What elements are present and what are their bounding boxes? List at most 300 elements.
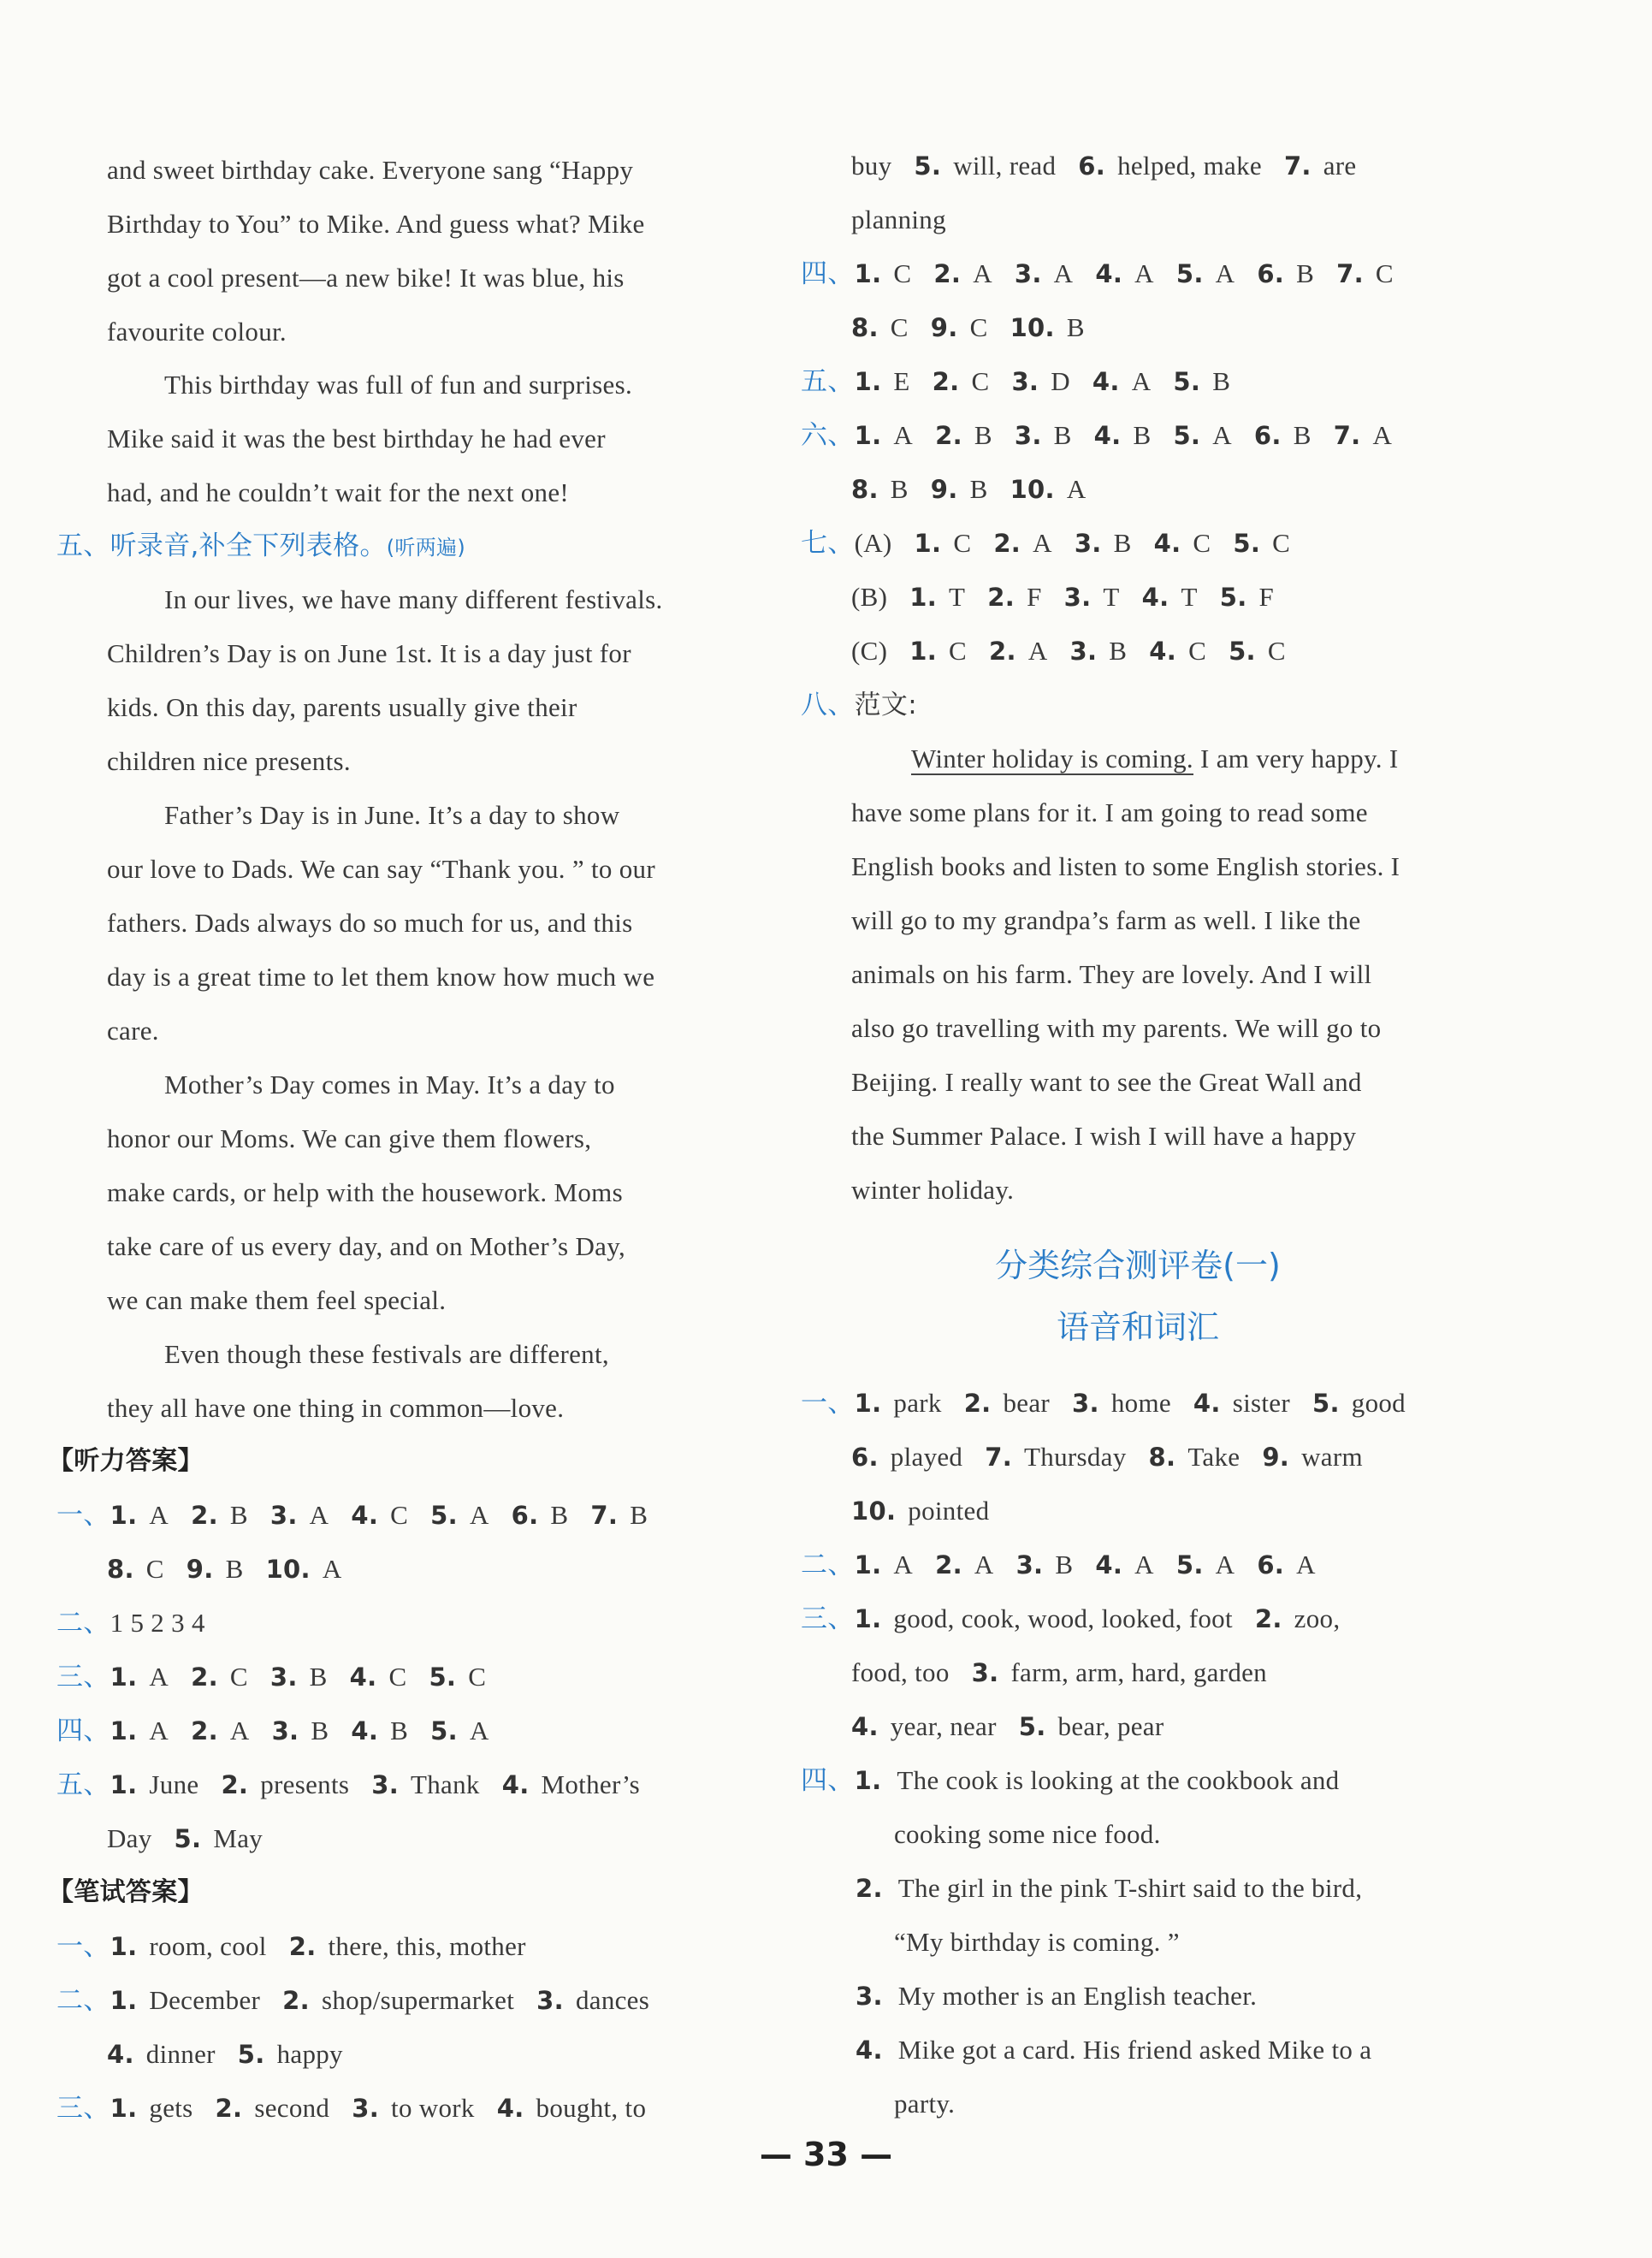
answer-value: B [1293,420,1312,450]
item-number: 9. [1262,1443,1290,1472]
item-number: 3. [1011,367,1039,396]
answer-row: 4. Mike got a card. His friend asked Mike to a [856,2035,1372,2065]
item-number: 5. [914,151,942,181]
answer-value: December [149,1985,261,2015]
story-line: This birthday was full of fun and surprises. [164,370,632,400]
item-number: 1. [854,421,882,450]
item-number: 3. [269,1662,298,1692]
answer-value: happy [276,2039,343,2069]
answer-value: A [973,258,992,288]
answer-value: T [1181,582,1198,612]
item-number: 10. [1010,313,1055,342]
item-number: 6. [511,1501,539,1530]
item-number: 2. [963,1389,992,1418]
item-number: 3. [1014,421,1042,450]
item-number: 3. [1074,529,1102,558]
item-number: 1. [854,367,882,396]
item-number: 2. [933,259,962,288]
item-number: 2. [215,2094,243,2123]
answer-value: C [388,1662,407,1692]
answer-row: planning [851,204,946,234]
answer-value: played [890,1442,963,1472]
answer-value: B [630,1500,648,1530]
answer-value: Take [1187,1442,1240,1472]
answer-row [851,1438,1363,1476]
answer-row: 二、1 5 2 3 4 [56,1608,205,1639]
essay-line: the Summer Palace. I wish I will have a happy [851,1121,1357,1151]
answer-list [851,312,1085,342]
item-number: 5. [430,1501,458,1530]
answer-value: B [225,1554,244,1584]
answer-value: C [1272,528,1291,558]
item-number: 4. [1193,1389,1221,1418]
answer-value: C [890,312,909,342]
answer-value: A [469,1500,489,1530]
answer-row [851,632,1286,670]
passage-line: day is a great time to let them know how much we [107,962,655,992]
answer-row [107,2036,343,2073]
answer-value: B [1066,312,1085,342]
item-number: 4. [1095,1550,1123,1579]
essay-line: Beijing. I really want to see the Great Wall and [851,1067,1362,1097]
item-number: 3. [1069,637,1098,666]
answer-list [855,1388,1406,1418]
answer-value: (C) [851,636,888,666]
item-number: 5. [1173,367,1201,396]
item-number: 6. [1078,151,1106,181]
answer-value: home [1110,1388,1171,1418]
answer-value: gets [149,2093,193,2123]
answer-value: A [1066,474,1087,504]
item-number: 4. [1153,529,1181,558]
answer-row: 五、1. June 2. presents 3. Thank 4. Mother’s [56,1769,641,1800]
answer-value: B [311,1716,329,1745]
model-essay-heading: 八、范文: [801,690,917,720]
answer-row: 二、1. December 2. shop/supermarket 3. dances [56,1985,650,2016]
answer-text: 1 5 2 3 4 [110,1608,205,1638]
item-number: 1. [854,1550,882,1579]
item-number: 1. [110,1662,138,1692]
item-number: 3. [1063,583,1092,612]
passage-line: Mother’s Day comes in May. It’s a day to [164,1070,615,1099]
answer-value: A [469,1716,489,1745]
answer-list [851,636,1286,666]
item-number: 4. [851,1712,879,1741]
item-number: 8. [851,313,879,342]
item-number: 2. [282,1986,310,2015]
section5-note: (听两遍) [386,536,465,560]
answer-row [851,578,1274,616]
sentence-answer: My mother is an English teacher. [897,1981,1258,2011]
item-number: 1. [110,1986,138,2015]
item-number: 1. [110,1770,138,1799]
item-number: 8. [107,1555,134,1584]
answer-value: bear, pear [1057,1711,1164,1741]
answer-value: Thursday [1024,1442,1127,1472]
answer-row: 四、1. A 2. A 3. B 4. B 5. A [56,1716,489,1746]
item-number: 7. [1336,259,1364,288]
answer-row: 一、1. A 2. B 3. A 4. C 5. A 6. B 7. B [56,1500,648,1531]
item-number: 10. [1010,475,1055,504]
item-number: 3. [271,1716,299,1745]
item-number: 4. [351,1501,379,1530]
item-number: 5. [1175,1550,1204,1579]
item-number: 2. [221,1770,249,1799]
item-number: 3. [1014,259,1042,288]
item-number: 9. [930,475,958,504]
answer-list [851,474,1087,504]
essay-line: animals on his farm. They are lovely. And I will [851,959,1372,989]
answer-list [851,1496,989,1526]
answer-value: C [468,1662,487,1692]
item-number: 2. [191,1662,218,1692]
item-number: 4. [1095,259,1123,288]
answer-value: B [969,474,988,504]
answer-value: B [890,474,909,504]
answer-list [851,1657,1267,1687]
passage-line: make cards, or help with the housework. Moms [107,1177,623,1207]
answer-value: A [1215,1550,1235,1579]
answer-value: helped, make [1117,151,1262,181]
answer-value: T [1103,582,1120,612]
item-number: 4. [1141,583,1169,612]
item-number: 6. [1257,259,1285,288]
listening-answers-header: 【听力答案】 [48,1446,204,1476]
item-number: 3. [352,2094,380,2123]
answer-value: year, near [890,1711,997,1741]
answer-row [851,309,1085,347]
answer-value: warm [1301,1442,1363,1472]
answer-value: pointed [908,1496,990,1526]
written-answers-header: 【笔试答案】 [48,1877,204,1907]
item-number: 9. [930,313,958,342]
answer-value: room, cool [149,1931,267,1961]
answer-value: Thank [411,1769,480,1799]
answer-value: B [1296,258,1315,288]
answer-list [110,1716,489,1745]
answer-row: 四、1. C 2. A 3. A 4. A 5. A 6. B 7. C [801,258,1394,289]
item-number: 10. [851,1496,897,1526]
item-number: 8. [1148,1443,1176,1472]
answer-value: T [949,582,966,612]
answer-value: second [254,2093,330,2123]
answer-list [851,582,1274,612]
item-number: 3. [971,1658,999,1687]
answer-value: farm, arm, hard, garden [1010,1657,1267,1687]
answer-value: C [145,1554,164,1584]
answer-value: zoo, [1294,1603,1341,1633]
answer-value: A [149,1662,169,1692]
answer-list [110,1662,487,1692]
item-number: 4. [501,1770,530,1799]
item-number: 1. [110,1932,138,1961]
answer-value: A [1033,528,1052,558]
item-number: 4. [107,2040,134,2069]
answer-value: F [1027,582,1042,612]
item-number: 5. [1229,637,1256,666]
answer-value: C [949,636,968,666]
item-number: 8. [851,475,879,504]
answer-list [107,1554,342,1584]
answer-value: D [1051,366,1070,396]
answer-value: there, this, mother [328,1931,526,1961]
answer-value: A [1027,636,1048,666]
story-line: Birthday to You” to Mike. And guess what? Mike [107,209,645,239]
answer-list [110,2093,647,2123]
item-number: 1. [110,1716,138,1745]
essay-line: will go to my grandpa’s farm as well. I like the [851,905,1361,935]
answer-value: A [1134,1550,1154,1579]
answer-value: A [1212,420,1232,450]
answer-row [851,1708,1164,1745]
item-number: 5. [1018,1712,1046,1741]
answer-list [855,528,1291,558]
item-number: 1. [110,1501,138,1530]
item-number: 1. [909,637,938,666]
sentence-answer: party. [894,2089,956,2119]
item-number: 2. [932,367,960,396]
test-title: 分类综合测评卷(一) [995,1247,1281,1284]
sentence-answer: Mike got a card. His friend asked Mike to a [897,2035,1372,2065]
answer-value: F [1258,582,1275,612]
answer-value: bought, to [536,2093,647,2123]
item-number: 7. [590,1501,619,1530]
item-number: 3. [269,1501,298,1530]
answer-value: E [893,366,910,396]
answer-value: dances [575,1985,650,2015]
answer-value: June [149,1769,199,1799]
answer-value: good, cook, wood, looked, foot [893,1603,1233,1633]
item-number: 1. [854,1389,882,1418]
item-number: 5. [430,1716,458,1745]
answer-value: food, too [851,1657,950,1687]
item-number: 5. [1312,1389,1340,1418]
answer-value: A [322,1554,342,1584]
item-number: 2. [935,421,962,450]
answer-value: B [1109,636,1128,666]
answer-value: dinner [145,2039,216,2069]
item-number: 3. [1015,1550,1044,1579]
item-number: 6. [1257,1550,1285,1579]
item-number: 5. [1219,583,1247,612]
story-line: got a cool present—a new bike! It was blue, his [107,263,625,293]
answer-row: 三、1. good, cook, wood, looked, foot 2. zoo, [801,1603,1341,1634]
answer-value: A [893,1550,914,1579]
answer-value: buy [851,151,892,181]
item-number: 1. [909,583,938,612]
passage-line: we can make them feel special. [107,1285,447,1315]
essay-line: Winter holiday is coming. I am very happy. I [911,744,1399,773]
answer-value: B [1113,528,1132,558]
answer-list [855,1603,1341,1633]
page-number: — 33 — [759,2136,893,2173]
answer-list [107,2039,343,2069]
answer-row [107,1550,342,1588]
item-number: 3. [371,1770,400,1799]
answer-value: C [1267,636,1286,666]
answer-value: B [1212,366,1231,396]
answer-list [851,1711,1164,1741]
item-number: 4. [349,1662,377,1692]
item-number: 5. [1233,529,1261,558]
story-line: had, and he couldn’t wait for the next one! [107,477,570,507]
passage-line: children nice presents. [107,746,351,776]
answer-row: 六、1. A 2. B 3. B 4. B 5. A 6. B 7. A [801,420,1393,451]
passage-line: fathers. Dads always do so much for us, and this [107,908,633,938]
sentence-answer: The cook is looking at the cookbook and [897,1765,1340,1795]
answer-value: A [974,1550,994,1579]
item-number: 7. [1283,151,1312,181]
item-number: 2. [935,1550,962,1579]
answer-list [851,1442,1363,1472]
answer-value: A [309,1500,329,1530]
answer-row: 一、1. room, cool 2. there, this, mother [56,1931,526,1962]
item-number: 7. [985,1443,1013,1472]
answer-row [851,471,1087,508]
answer-row [107,1820,263,1858]
answer-list [855,366,1231,396]
item-number: 3. [1072,1389,1099,1418]
passage-line: Children’s Day is on June 1st. It is a day just for [107,638,631,668]
answer-value: A [1296,1550,1316,1579]
answer-row: 2. The girl in the pink T-shirt said to the bird, [856,1873,1363,1903]
answer-value: A [1131,366,1152,396]
item-number: 5. [429,1662,457,1692]
answer-value: B [229,1500,248,1530]
answer-value: A [149,1500,169,1530]
answer-value: sister [1232,1388,1290,1418]
item-number: 4. [1093,421,1122,450]
answer-list [851,151,1357,181]
essay-line: winter holiday. [851,1175,1015,1205]
answer-value: will, read [953,151,1057,181]
item-number: 3. [536,1986,564,2015]
answer-list [855,420,1393,450]
answer-list [110,1931,526,1961]
answer-value: A [149,1716,169,1745]
answer-list [110,1500,648,1530]
answer-value: B [974,420,992,450]
answer-row: 五、1. E 2. C 3. D 4. A 5. B [801,366,1231,397]
essay-line: have some plans for it. I am going to read some [851,797,1368,827]
essay-underlined-sentence: Winter holiday is coming. [911,744,1193,773]
item-number: 2. [989,637,1016,666]
answer-value: Day [107,1823,152,1853]
answer-value: B [309,1662,328,1692]
item-number: 1. [110,2094,138,2123]
answer-list [855,258,1394,288]
item-number: 1. [914,529,942,558]
item-number: 5. [174,1824,202,1853]
answer-row: 二、1. A 2. A 3. B 4. A 5. A 6. A [801,1550,1316,1580]
item-number: 9. [186,1555,214,1584]
answer-value: C [1375,258,1394,288]
sentence-answer: The girl in the pink T-shirt said to the bird, [897,1873,1363,1903]
answer-value: A [1134,258,1154,288]
answer-value: B [550,1500,569,1530]
item-number: 7. [1333,421,1361,450]
item-number: 1. [854,259,882,288]
answer-value: B [1133,420,1152,450]
answer-value: B [390,1716,409,1745]
answer-value: A [229,1716,250,1745]
answer-value: park [893,1388,942,1418]
passage-line: they all have one thing in common—love. [107,1393,565,1423]
item-number: 2. [987,583,1015,612]
answer-value: A [893,420,914,450]
answer-value: A [1372,420,1393,450]
answer-value: C [893,258,912,288]
answer-value: are [1323,151,1357,181]
item-number: 4. [496,2094,524,2123]
answer-value: (B) [851,582,888,612]
passage-line: Even though these festivals are different, [164,1339,609,1369]
answer-list [110,1769,640,1799]
story-line: and sweet birthday cake. Everyone sang “Happy [107,155,634,185]
item-number: 1. [854,1604,882,1633]
section5-title: 五、听录音,补全下列表格。 [56,530,387,561]
answer-value: C [229,1662,248,1692]
item-number: 2. [1254,1604,1282,1633]
item-number: 2. [191,1501,218,1530]
answer-row [851,147,1357,185]
answer-row: 七、(A) 1. C 2. A 3. B 4. C 5. C [801,528,1291,559]
item-number: 4. [1092,367,1120,396]
passage-line: our love to Dads. We can say “Thank you. ” to our [107,854,655,884]
answer-value: A [1053,258,1074,288]
passage-line: Father’s Day is in June. It’s a day to show [164,800,620,830]
story-line: Mike said it was the best birthday he had ever [107,424,606,453]
answer-value: B [1053,420,1072,450]
answer-value: C [971,366,990,396]
item-number: 2. [288,1932,317,1961]
answer-value: C [1188,636,1207,666]
answer-value: good [1351,1388,1406,1418]
answer-value: C [1193,528,1211,558]
answer-row [851,1654,1267,1692]
story-line: favourite colour. [107,317,287,347]
passage-line: honor our Moms. We can give them flowers, [107,1123,592,1153]
item-number: 4. [351,1716,379,1745]
answer-row [851,1492,989,1530]
answer-row: 三、1. gets 2. second 3. to work 4. bought, to [56,2093,647,2124]
item-number: 5. [1173,421,1201,450]
answer-row: 3. My mother is an English teacher. [856,1981,1258,2011]
answer-list [107,1823,263,1853]
answer-value: May [213,1823,263,1853]
answer-list [110,1985,650,2015]
answer-value: presents [260,1769,350,1799]
answer-row: 一、1. park 2. bear 3. home 4. sister 5. good [801,1388,1406,1419]
test-subtitle: 语音和词汇 [1056,1308,1219,1346]
answer-value: (A) [854,528,892,558]
item-number: 5. [1175,259,1204,288]
essay-line: English books and listen to some English stories. I [851,851,1400,881]
item-number: 2. [993,529,1021,558]
passage-line: care. [107,1016,159,1046]
answer-value: Mother’s [541,1769,641,1799]
item-number: 4. [1149,637,1177,666]
passage-line: In our lives, we have many different festivals. [164,584,663,614]
passage-line: take care of us every day, and on Mother’s Day, [107,1231,626,1261]
sentence-answer: “My birthday is coming. ” [894,1927,1180,1957]
item-number: 6. [1253,421,1282,450]
item-number: 10. [265,1555,311,1584]
answer-row: 三、1. A 2. C 3. B 4. C 5. C [56,1662,487,1692]
answer-value: B [1055,1550,1074,1579]
answer-value: shop/supermarket [321,1985,515,2015]
sentence-answer: cooking some nice food. [894,1819,1161,1849]
